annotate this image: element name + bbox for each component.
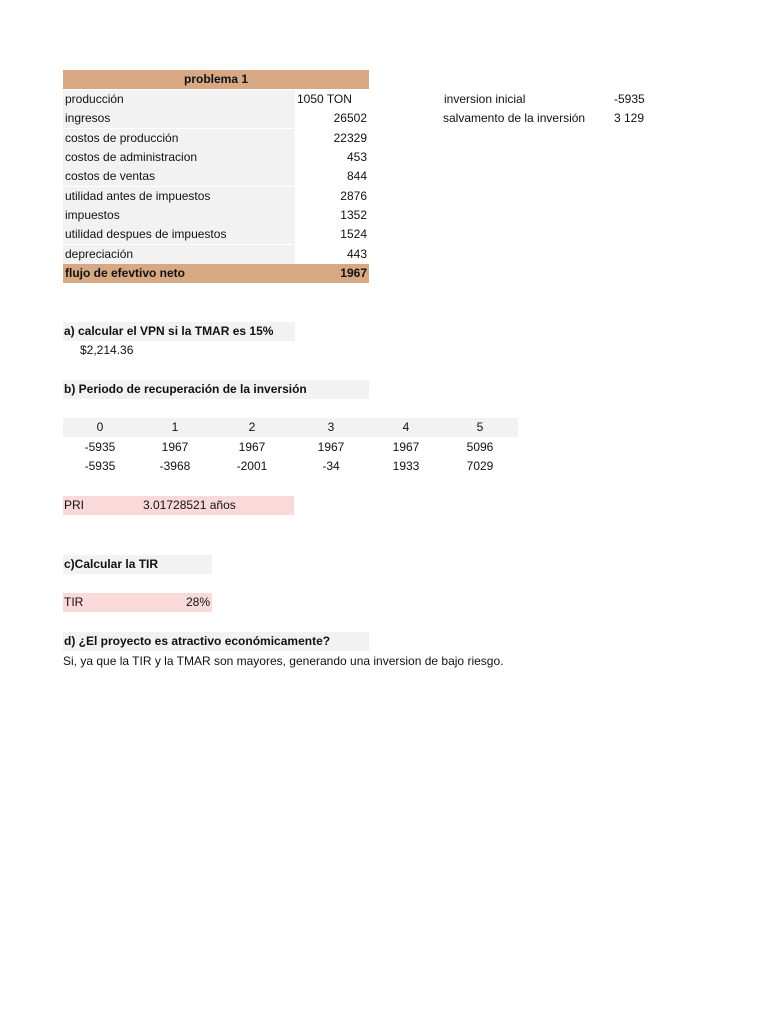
- period-cell: 3: [327, 420, 335, 434]
- problem-row-label: impuestos: [63, 206, 295, 225]
- net-cash-flow-value: 1967: [295, 264, 369, 283]
- period-cell: 0: [96, 420, 104, 434]
- net-cash-flow-label: flujo de efevtivo neto: [63, 264, 295, 283]
- initial-investment-value: -5935: [614, 92, 645, 106]
- period-cell: 5: [476, 420, 484, 434]
- cumulative-cell: -3968: [159, 459, 191, 473]
- salvage-value: 3 129: [614, 111, 645, 125]
- cash-flow-cell: 1967: [238, 440, 266, 454]
- initial-investment-label: inversion inicial: [444, 92, 526, 106]
- cash-flow-cell: 1967: [392, 440, 420, 454]
- cash-flow-cell: -5935: [84, 440, 116, 454]
- cumulative-cell: -5935: [84, 459, 116, 473]
- pri-label: PRI: [64, 498, 85, 512]
- problem-row-value: 1524: [340, 227, 367, 242]
- cash-flow-cell: 1967: [161, 440, 189, 454]
- problem-title: problema 1: [63, 70, 369, 89]
- period-cell: 2: [248, 420, 256, 434]
- problem-row-value: 1050 TON: [297, 92, 352, 106]
- problem-row-value: 26502: [333, 111, 367, 126]
- pri-value: 3.01728521 años: [143, 498, 236, 512]
- cash-flow-cell: 5096: [466, 440, 494, 454]
- cumulative-cell: 1933: [392, 459, 420, 473]
- problem-row-label: costos de ventas: [63, 167, 295, 186]
- problem-row-label: costos de producción: [63, 129, 295, 148]
- question-b: b) Periodo de recuperación de la inversión: [63, 380, 369, 399]
- salvage-label: salvamento de la inversión: [443, 111, 586, 125]
- problem-row-value: 1352: [340, 208, 367, 223]
- cumulative-cell: -34: [322, 459, 340, 473]
- problem-row-label: producción: [63, 90, 295, 109]
- conclusion-text: Si, ya que la TIR y la TMAR son mayores, generando una inversion de bajo riesgo.: [63, 654, 504, 668]
- tir-value: 28%: [185, 595, 210, 609]
- problem-row-label: costos de administracion: [63, 148, 295, 167]
- problem-row-label: utilidad antes de impuestos: [63, 187, 295, 206]
- problem-row-value: 2876: [340, 188, 367, 203]
- question-c: c)Calcular la TIR: [63, 555, 212, 574]
- problem-row-label: utilidad despues de impuestos: [63, 225, 295, 244]
- cumulative-cell: 7029: [466, 459, 494, 473]
- tir-label: TIR: [64, 595, 84, 609]
- problem-row-value: 443: [346, 246, 367, 261]
- period-cell: 4: [402, 420, 410, 434]
- cash-flow-cell: 1967: [317, 440, 345, 454]
- problem-row-label: depreciación: [63, 245, 295, 264]
- problem-row-value: 844: [346, 169, 367, 184]
- problem-row-value: 453: [346, 150, 367, 165]
- question-d: d) ¿El proyecto es atractivo económicamente?: [63, 632, 369, 651]
- problem-row-value: 22329: [333, 130, 367, 145]
- question-a: a) calcular el VPN si la TMAR es 15%: [63, 322, 295, 341]
- problem-row-label: ingresos: [63, 109, 295, 128]
- period-cell: 1: [171, 420, 179, 434]
- cumulative-cell: -2001: [236, 459, 268, 473]
- npv-answer: $2,214.36: [80, 343, 134, 357]
